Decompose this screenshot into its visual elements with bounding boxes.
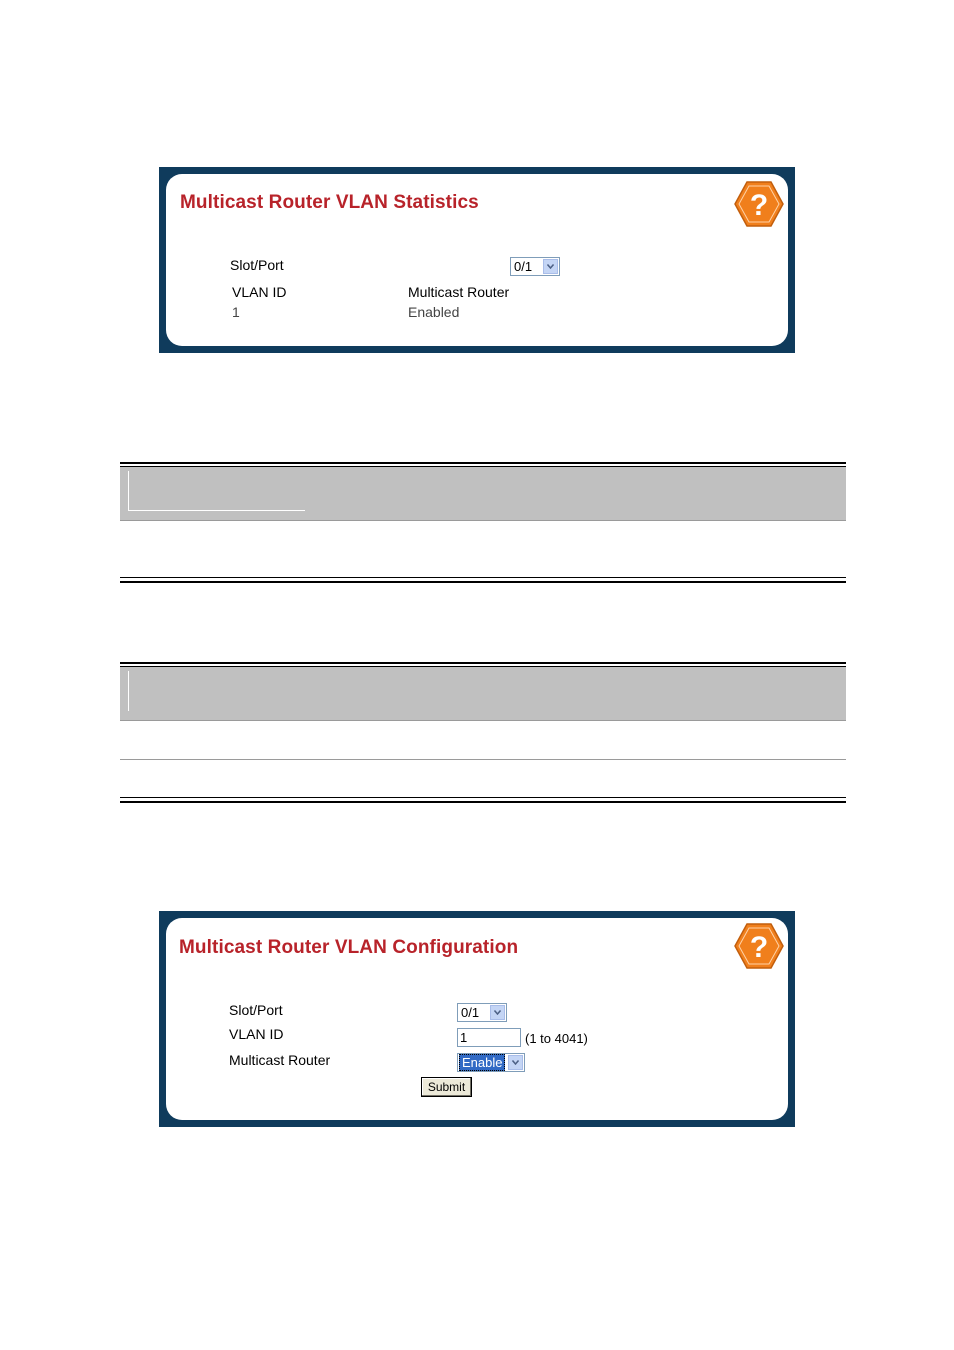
table-header-row: [120, 667, 846, 720]
table-header-row: [120, 467, 846, 520]
svg-text:?: ?: [749, 189, 769, 222]
col-multicast-router: Multicast Router: [408, 284, 510, 300]
col-vlan-id: VLAN ID: [232, 284, 287, 300]
table-bottom-rule-inner: [120, 797, 846, 798]
row-multicast-router: Enabled: [408, 304, 460, 320]
stats-panel-title: Multicast Router VLAN Statistics: [180, 192, 479, 213]
slot-port-selected-value: 0/1: [514, 259, 533, 274]
slot-port-select[interactable]: [510, 257, 560, 276]
field-table-1: [120, 462, 846, 584]
stats-panel-body: [166, 174, 788, 346]
table-row-divider: [120, 720, 846, 721]
table-bottom-rule: [120, 581, 846, 583]
config-panel-body: [166, 918, 788, 1120]
multicast-router-select[interactable]: [457, 1053, 525, 1072]
slot-port-label: Slot/Port: [230, 257, 284, 273]
slot-port-select[interactable]: [457, 1003, 507, 1022]
slot-port-selected-value: 0/1: [461, 1005, 480, 1020]
submit-button[interactable]: Submit: [421, 1077, 472, 1097]
question-mark-hexagon-icon[interactable]: [733, 922, 785, 970]
slot-port-label: Slot/Port: [229, 1002, 283, 1018]
multicast-router-selected-value: Enable: [459, 1054, 505, 1071]
vlan-id-label: VLAN ID: [229, 1026, 284, 1042]
config-panel: [159, 911, 795, 1127]
chevron-down-icon[interactable]: [490, 1005, 505, 1020]
table-top-rule: [120, 462, 846, 464]
table-row-divider: [120, 759, 846, 760]
table-header-cell: [128, 471, 305, 511]
question-mark-hexagon-icon[interactable]: [733, 180, 785, 228]
vlan-id-range-hint: (1 to 4041): [525, 1031, 588, 1046]
table-row-divider: [120, 520, 846, 521]
vlan-id-input[interactable]: [457, 1028, 521, 1047]
chevron-down-icon[interactable]: [543, 259, 558, 274]
field-table-2: [120, 662, 846, 804]
svg-text:?: ?: [749, 931, 769, 964]
row-vlan-id: 1: [232, 304, 240, 320]
table-header-cell: [128, 671, 129, 711]
multicast-router-label: Multicast Router: [229, 1052, 331, 1068]
table-top-rule: [120, 662, 846, 664]
config-panel-title: Multicast Router VLAN Configuration: [179, 937, 519, 958]
chevron-down-icon[interactable]: [508, 1055, 523, 1070]
table-bottom-rule-inner: [120, 577, 846, 578]
table-bottom-rule: [120, 801, 846, 803]
stats-panel: [159, 167, 795, 353]
